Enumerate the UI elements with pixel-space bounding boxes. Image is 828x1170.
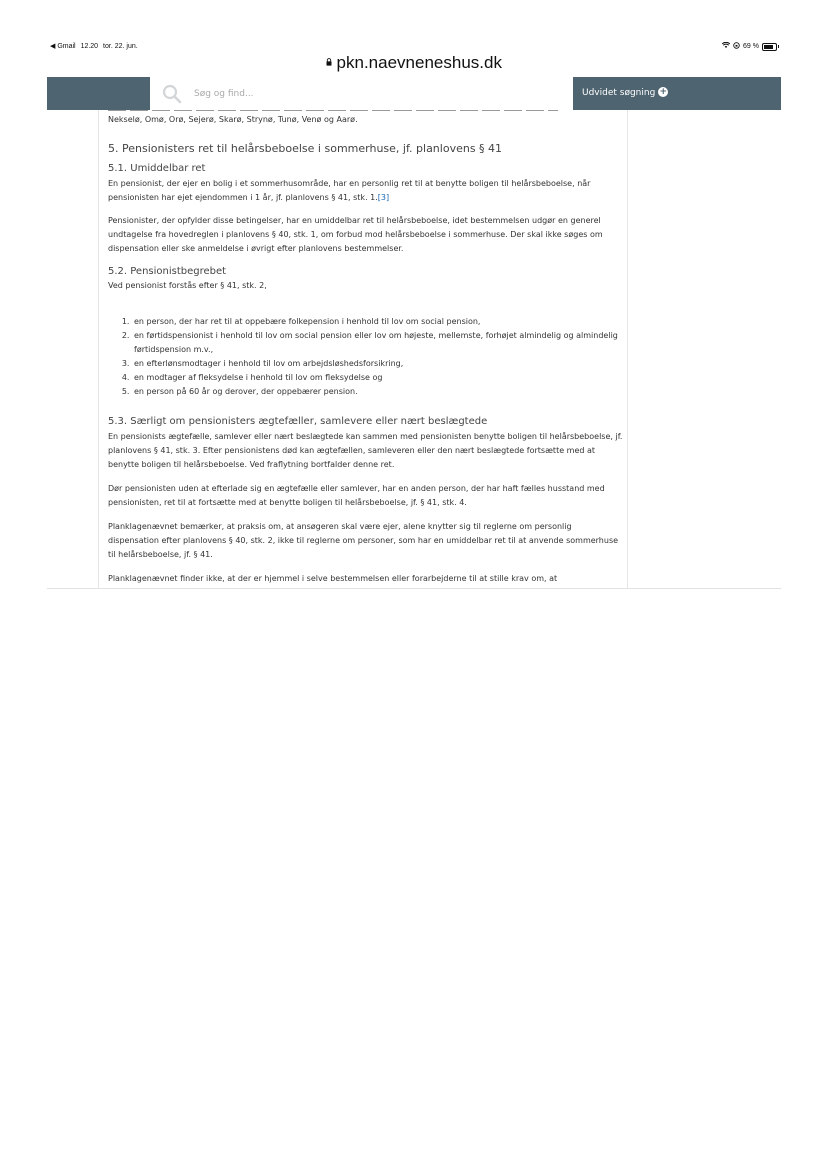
search-icon[interactable] xyxy=(162,84,182,104)
list-item: 4. en modtager af fleksydelse i henhold til lov om fleksydelse og xyxy=(132,371,627,385)
paragraph-cut-off: Nekselø, Omø, Orø, Sejerø, Skarø, Strynø, Tunø, Venø og Aarø. xyxy=(108,115,358,124)
status-bar-left xyxy=(50,42,141,50)
advanced-search-label: Udvidet søgning xyxy=(582,88,656,98)
section-5-1-paragraph-2: Pensionister, der opfylder disse betingelser, har en umiddelbar ret til helårsbeboelse, idet bestemmelsen udgør en generel undtagelse fra hovedreglen i planlovens § 40, stk. 1, om forbud mod helårsbeboelse i sommerhuse. Der skal ikke søges om dispensation eller ske anmeldelse i øvrigt efter planlovens bestemmelser. xyxy=(108,216,603,253)
url-text: pkn.naevneneshus.dk xyxy=(336,53,502,72)
section-5-1-paragraph-1 xyxy=(108,177,623,205)
article-content xyxy=(98,110,628,588)
tablet-screen xyxy=(47,40,781,589)
search-box xyxy=(150,77,573,111)
status-time: 12.20 xyxy=(80,43,99,50)
site-navbar xyxy=(47,77,781,110)
list-item: 1. en person, der har ret til at oppebære folkepension i henhold til lov om social pension, xyxy=(132,315,627,329)
list-item: 3. en efterlønsmodtager i henhold til lov om arbejdsløshedsforsikring, xyxy=(132,357,627,371)
section-5-3-paragraph-1: En pensionists ægtefælle, samlever eller nært beslægtede kan sammen med pensionisten benytte boligen til helårsbeboelse, jf. planlovens § 41, stk. 3. Efter pensionistens død kan ægtefællen, samleveren eller den nært beslægtede fortsætte med at benytte boligen til helårsbeboelse. Ved fraflytning bortfalder denne ret. xyxy=(108,432,623,469)
status-date: tor. 22. jun. xyxy=(103,43,138,50)
battery-level xyxy=(764,45,773,49)
list-item: 2. en førtidspensionist i henhold til lov om social pension eller lov om højeste, mellemste, forhøjet almindelig og almindelig førtidspension m.v., xyxy=(132,329,627,357)
section-5-3-paragraph-4: Planklagenævnet finder ikke, at der er hjemmel i selve bestemmelsen eller forarbejderne til at stille krav om, at xyxy=(108,574,558,583)
search-input[interactable] xyxy=(194,77,564,110)
plus-circle-icon: + xyxy=(659,86,668,97)
section-5-1-heading: 5.1. Umiddelbar ret xyxy=(108,163,206,174)
section-5-heading: 5. Pensionisters ret til helårsbeboelse i sommerhuse, jf. planlovens § 41 xyxy=(108,142,503,155)
footnote-link[interactable]: [3] xyxy=(377,193,390,202)
cut-off-text-line xyxy=(108,110,558,112)
section-5-3-paragraph-2: Dør pensionisten uden at efterlade sig en ægtefælle eller samlever, har en anden person, der har haft fælles husstand med pensionisten, ret til at fortsætte med at benytte boligen til helårsbeboelse, jf. § 41, stk. 4. xyxy=(108,484,605,507)
section-5-1-paragraph-1-text: En pensionist, der ejer en bolig i et sommerhusområde, har en personlig ret til at benytte boligen til helårsbeboelse, når pensionisten har ejet ejendommen i 1 år, jf. planlovens § 41, stk. 1. xyxy=(108,179,591,202)
section-5-3-paragraph-3: Planklagenævnet bemærker, at praksis om, at ansøgeren skal være ejer, alene knytter sig til reglerne om personlig dispensation efter planlovens § 40, stk. 2, ikke til reglerne om personer, som har en umiddelbar ret til at anvende sommerhuse til helårsbeboelse, jf. § 41. xyxy=(108,522,619,559)
address-bar[interactable] xyxy=(47,50,781,76)
lock-icon xyxy=(326,58,335,68)
section-5-2-heading: 5.2. Pensionistbegrebet xyxy=(108,266,227,277)
list-item: 5. en person på 60 år og derover, der oppebærer pension. xyxy=(132,385,627,399)
section-5-2-intro: Ved pensionist forstås efter § 41, stk. 2, xyxy=(108,281,267,290)
back-to-app-link[interactable]: ◀ Gmail xyxy=(50,43,76,50)
battery-percent: 69 % xyxy=(743,43,759,50)
pensioner-definition-list xyxy=(108,315,627,399)
advanced-search-button[interactable] xyxy=(582,77,668,110)
section-5-3-heading: 5.3. Særligt om pensionisters ægtefæller, samlevere eller nært beslægtede xyxy=(108,416,488,427)
